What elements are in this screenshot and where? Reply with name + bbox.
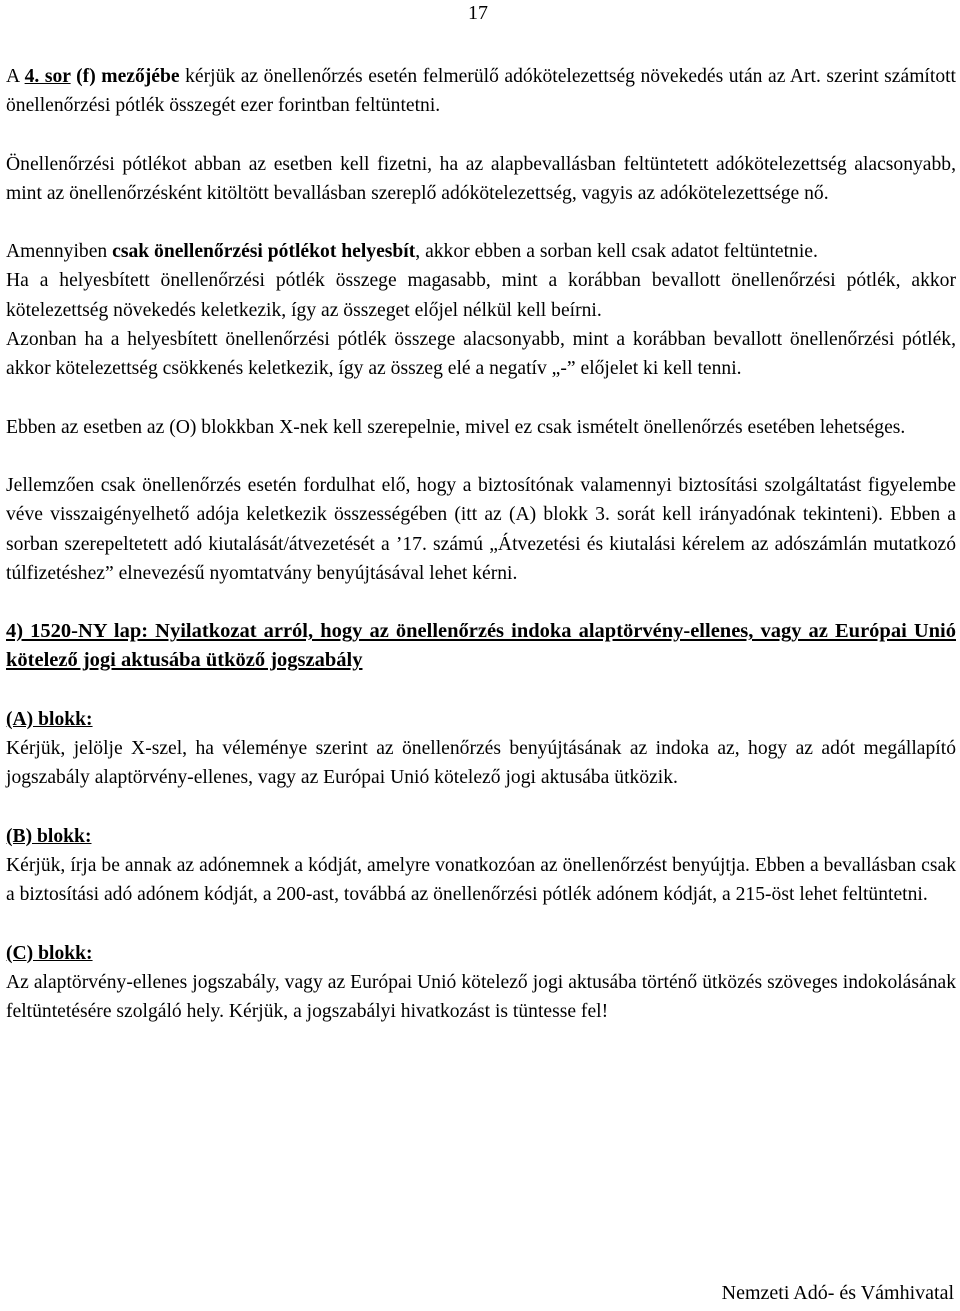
paragraph-row-4-instructions: A 4. sor (f) mezőjébe kérjük az önellenőrzés esetén felmerülő adókötelezettség növekedés után az Art. szerint számított önellenőrzési pótlék összegét ezer forintban feltüntetni. — [6, 66, 957, 117]
field-reference: mezőjébe — [101, 66, 180, 87]
document-body — [6, 62, 956, 1026]
block-c-heading: (C) blokk: — [6, 942, 93, 964]
paragraph-surcharge-only: Amennyiben csak önellenőrzési pótlékot helyesbít, akkor ebben a sorban kell csak adatot feltüntetnie. — [6, 241, 818, 263]
paragraph-surcharge-condition: Önellenőrzési pótlékot abban az esetben kell fizetni, ha az alapbevallásban feltüntetett adókötelezettség alacsonyabb, mint az önellenőrzésként kitöltött bevallásban szereplő adókötelezettség, vagyis az adókötelezettsége nő. — [6, 153, 956, 204]
section-title: 4) 1520-NY lap: Nyilatkozat arról, hogy az önellenőrzés indoka alaptörvény-ellenes, vagy az Európai Unió kötelező jogi aktusába ütköző jogszabály — [6, 620, 956, 672]
row-reference: 4. sor — [24, 66, 71, 87]
page-number: 17 — [468, 2, 488, 24]
paragraph-higher-surcharge: Ha a helyesbített önellenőrzési pótlék összege magasabb, mint a korábban bevallott önellenőrzési pótlék, akkor kötelezettség növekedés keletkezik, így az összeget előjel nélkül kell beírni. — [6, 270, 956, 321]
paragraph-block-o: Ebben az esetben az (O) blokkban X-nek kell szerepelnie, mivel ez csak ismételt önellenőrzés esetében lehetséges. — [6, 416, 906, 438]
paragraph-lower-surcharge: Azonban ha a helyesbített önellenőrzési pótlék összege alacsonyabb, mint a korábban bevallott önellenőrzési pótlék, akkor kötelezettség csökkenés keletkezik, így az összeg elé a negatív „-” előjelet ki kell tenni. — [6, 329, 956, 380]
block-c-text: Az alaptörvény-ellenes jogszabály, vagy az Európai Unió kötelező jogi aktusába történő ütközés szöveges indokolásának feltüntetésére szolgáló hely. Kérjük, a jogszabályi hivatkozást is tüntesse fel! — [6, 971, 956, 1023]
block-b-heading: (B) blokk: — [6, 825, 92, 847]
block-b-text: Kérjük, írja be annak az adónemnek a kódját, amelyre vonatkozóan az önellenőrzést benyújtja. Ebben a bevallásban csak a biztosítási adó adónem kódját, a 200-ast, továbbá az önellenőrzési pótlék adónem kódját, a 215-öst lehet feltüntetni. — [6, 854, 956, 906]
block-a-heading: (A) blokk: — [6, 708, 93, 730]
paragraph-refund: Jellemzően csak önellenőrzés esetén fordulhat elő, hogy a biztosítónak valamennyi biztosítási szolgáltatást figyelembe véve visszaigényelhető adója keletkezik összességében (itt az (A) blokk 3. sorát kell irányadónak tekinteni). Ebben a sorban szerepeltetett adó kiutalását/átvezetését a ’17. számú „Átvezetési és kiutalási kérelem az adószámlán mutatkozó túlfizetéshez” elnevezésű nyomtatvány benyújtásával lehet kérni. — [6, 474, 956, 584]
emphasis-text: csak önellenőrzési pótlékot helyesbít — [112, 241, 416, 263]
footer-agency-name: Nemzeti Adó- és Vámhivatal — [721, 1282, 954, 1304]
block-a-text: Kérjük, jelölje X-szel, ha véleménye szerint az önellenőrzés benyújtásának az indoka az, hogy az adót megállapító jogszabály alaptörvény-ellenes, vagy az Európai Unió kötelező jogi aktusába ütközik. — [6, 738, 956, 789]
